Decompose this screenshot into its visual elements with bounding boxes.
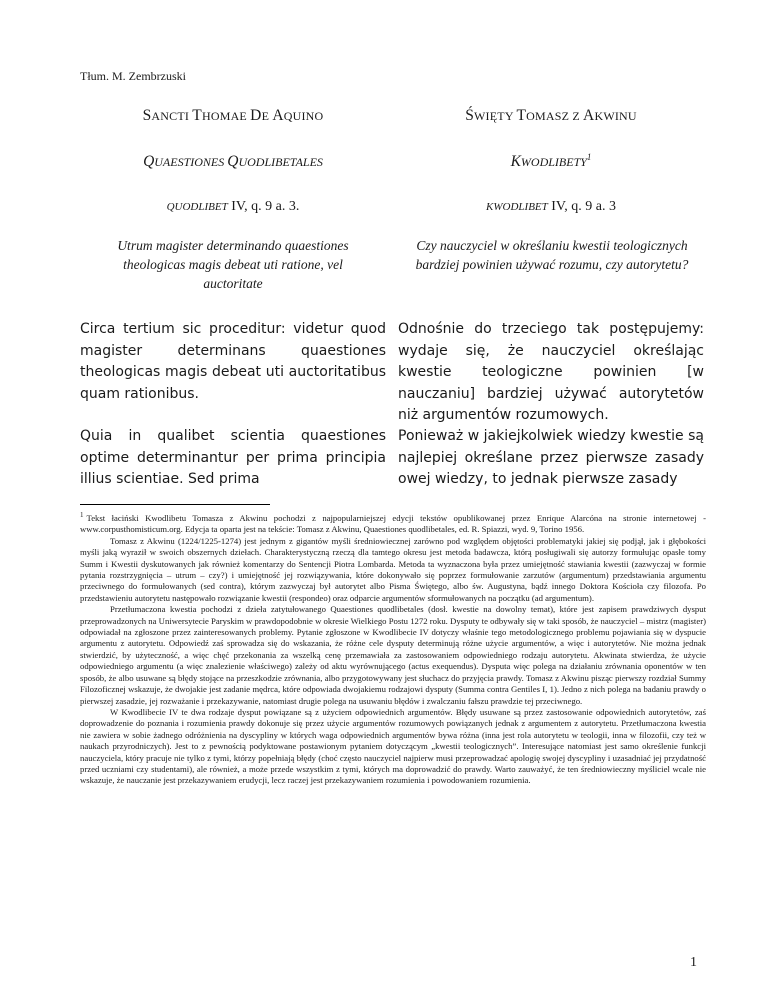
footnote-paragraph: W Kwodlibecie IV te dwa rodzaje dysput powiązane są z użyciem odpowiednich argumentów. Błędy usuwane są przez zastosowanie odpowiednich autorytetów, zaś doprowadzenie do poznania i rozumienia prawdy dokonuje się przez użycie argumentów rozumowych powiązanych jednak z argumentem z autorytetu. Przetłumaczona kwestia nie zawiera w sobie żadnego odróżnienia na dyscypliny w których waga odpowiednich argumentów bywa różna (inna jest rola autorytetu w teologii, inna w filozofii, czy też w naukach przyrodniczych). Jest to z pewnością podyktowane postawionym pytaniem dotyczącym „kwestii teologicznych”. Interesujące natomiast jest samo określenie funkcji nauczyciela, który pracuje nie tylko z tymi, którzy popełniają błędy (choć często nauczyciel najpierw musi przeprowadzać apologię swojej dyscypliny i uzasadniać jej przydatność przed uczniami czy studentami), ale również, a może przede wszystkim z tymi, których ma doprowadzić do prawdy. Warto zauważyć, że ten średniowieczny myśliciel wcale nie wskazuje, że nauczanie jest przekazywaniem erudycji, lecz raczej jest przekazywaniem rozumienia i powodowaniem rozumienia.	[80, 706, 706, 786]
polish-title: ŚWIĘTY TOMASZ Z AKWINU	[465, 107, 637, 124]
footnote-reference[interactable]: 1	[586, 151, 592, 162]
latin-reference: QUODLIBET IV, q. 9 a. 3.	[166, 199, 300, 214]
latin-question: Utrum magister determinando quaestiones theologicas magis debeat uti ratione, vel auctoritate	[117, 238, 349, 291]
latin-paragraph-2: Quia in qualibet scientia quaestiones optime determinantur per prima principia illius scientiae. Sed prima	[80, 428, 386, 487]
footnote-paragraph: Przetłumaczona kwestia pochodzi z dzieła zatytułowanego Quaestiones quodlibetales (dosł. kwestie na dowolny temat), które jest zapisem prawdziwych dysput przeprowadzonych na Uniwersytecie Paryskim w prawdopodobnie w okresie Wielkiego Postu 1272 roku. Dysputy te odbywały się w taki sposób, że nauczyciel – mistrz (magister) odpowiadał na zgłoszone przez zainteresowanych problemy. Pytanie zgłoszone w Kwodlibecie IV dotyczy właśnie tego metodologicznego problemu pojawiania się w dyspucie argumentu z autorytetu. Odpowiedź zaś sprowadza się do wskazania, że różne cele dysputy determinują różne użycie argumentów, a więc i autorytetów. Nie można jednak stwierdzić, by użyteczność, a więc chęć przekonania za wszelką cenę przemawiała za zastosowaniem odpowiedniego rodzaju autorytetu. Akwinata stwierdza, że użycie odpowiedniego argumentu (a więc znalezienie właściwego) zależy od aktu wyrównującego (actus exequendus). Dysputa więc polega na działaniu zrównania oponentów w ten sposób, że albo usuwane są błędy stojące na przeszkodzie zrównania, albo przygotowywany jest słuchacz do przyjęcia prawdy. Tomasz z Akwinu pisząc pierwszy rozdział Summy Filozoficznej wskazuje, że dwojakie jest zadanie mędrca, które odpowiada dwojakiemu rodzajowi dysputy (Summa contra Gentiles I, 1). Jedno z nich polega na badaniu prawdy o pierwszej zasadzie, jej rozważanie i przekazywanie, natomiast drugie polega na usuwaniu błędów i zwalczaniu fałszu prawdzie tej przeciwnego.	[80, 604, 706, 706]
latin-paragraph-1: Circa tertium sic proceditur: videtur quod magister determinans quaestiones theologicas magis debeat uti auctoritatibus quam rationibus.	[80, 321, 386, 402]
translator-credit: Tłum. M. Zembrzuski	[80, 69, 186, 83]
polish-reference: KWODLIBET IV, q. 9 a. 3	[486, 199, 616, 214]
latin-subtitle: QUAESTIONES QUODLIBETALES	[143, 153, 323, 170]
footnote-paragraph: Tomasz z Akwinu (1224/1225-1274) jest jednym z gigantów myśli średniowiecznej zarówno pod względem objętości problematyki jakiej się podjął, jak i głębokości myśli jaką wyraził w swoich obszernych dziełach. Charakterystyczną rzeczą dla tamtego okresu jest metoda badawcza, którą posługiwali się autorzy formułując opasłe tomy Summ i Kwestii dyskutowanych jak również komentarzy do Sentencji Piotra Lombarda. Metoda ta wyznaczona była przez umiejętność stawiania kwestii (zazwyczaj w formie pytania rozstrzygnięcia – utrum – czy?) i umiejętność jej rozwiązywania, które dokonywało się poprzez formułowanie zarzutów (argumentum) przedstawiania argumentu przeciwnego do formułowanych (sed contra), którym zazwyczaj był autorytet albo Pisma Świętego, albo św. Augustyna, bądź innego Doktora Kościoła czy filozofa. Po przedstawieniu autorytetu następowało rozwiązanie kwestii (respondeo) oraz odparcie argumentów sformułowanych na początku (ad argumentum).	[80, 535, 706, 603]
polish-question: Czy nauczyciel w określaniu kwestii teologicznych bardziej powinien używać rozumu, czy autorytetu?	[415, 238, 689, 272]
polish-subtitle: KWODLIBETY$^1$	[510, 151, 592, 170]
polish-paragraph-1: Odnośnie do trzeciego tak postępujemy: wydaje się, że nauczyciel określając kwestie teologiczne powinien [w nauczaniu] bardziej używać autorytetów niż argumentów rozumowych.	[398, 321, 704, 423]
latin-title: SANCTI THOMAE DE AQUINO	[142, 107, 324, 124]
footnote-divider	[80, 504, 270, 505]
footnote-1: $^1$ Tekst łaciński Kwodlibetu Tomasza z Akwinu pochodzi z najpopularniejszej edycji tekstów opublikowanej przez Enrique Alarcóna na stronie internetowej - www.corpusthomisticum.org. Edycja ta oparta jest na tekście: Tomasz z Akwinu, Quaestiones quodlibetales, ed. R. Spiazzi, wyd. 9, Torino 1956.	[80, 511, 706, 535]
polish-paragraph-2: Ponieważ w jakiejkolwiek wiedzy kwestie są najlepiej określane przez pierwsze zasady owej wiedzy, to jednak pierwsze zasady	[398, 428, 704, 487]
page-number: 1	[690, 955, 697, 970]
footnotes	[80, 513, 706, 787]
